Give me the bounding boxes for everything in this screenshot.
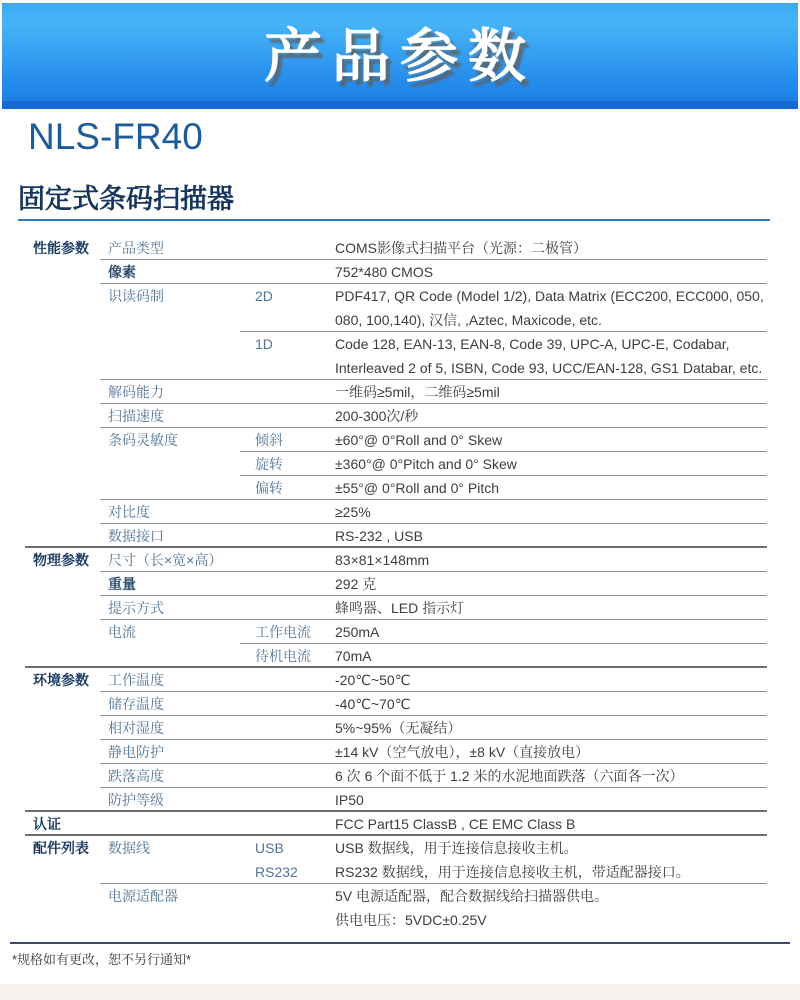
row-value-line: PDF417, QR Code (Model 1/2), Data Matrix (ECC200, ECC000, 050, [335, 288, 764, 304]
row-parameter: 尺寸（长×宽×高） [108, 552, 223, 568]
row-subparameter: 1D [255, 336, 273, 352]
spec-row [25, 428, 767, 452]
row-value-line: IP50 [335, 792, 364, 808]
row-parameter: 扫描速度 [108, 408, 164, 424]
row-parameter: 电流 [108, 624, 136, 640]
spec-row [25, 764, 767, 788]
spec-row [25, 476, 767, 500]
row-parameter: 数据线 [108, 840, 150, 856]
title-banner [2, 3, 798, 109]
row-parameter: 跌落高度 [108, 768, 164, 784]
row-value-line: ±55°@ 0°Roll and 0° Pitch [335, 480, 499, 496]
row-subparameter: 待机电流 [255, 648, 311, 664]
bottom-strip [0, 984, 800, 1000]
row-value-line: USB 数据线，用于连接信息接收主机。 [335, 840, 578, 856]
row-value [335, 284, 767, 332]
row-value-line: Code 128, EAN-13, EAN-8, Code 39, UPC-A, UPC-E, Codabar, [335, 336, 730, 352]
row-value [335, 884, 767, 932]
row-parameter: 像素 [108, 264, 136, 280]
row-value [335, 548, 767, 572]
row-value-line: ±14 kV（空气放电），±8 kV（直接放电） [335, 744, 590, 760]
spec-row [25, 524, 767, 548]
row-parameter: 相对湿度 [108, 720, 164, 736]
row-value [335, 668, 767, 692]
row-value-line: RS-232 , USB [335, 528, 423, 544]
row-value-line: 752*480 CMOS [335, 264, 434, 280]
row-value-line: 080, 100,140), 汉信, ,Aztec, Maxicode, etc. [335, 312, 602, 328]
row-value [335, 620, 767, 644]
spec-row [25, 692, 767, 716]
row-value-line: 83×81×148mm [335, 552, 430, 568]
spec-row [25, 668, 767, 692]
spec-row [25, 716, 767, 740]
row-category: 性能参数 [33, 240, 89, 256]
row-value [335, 404, 767, 428]
row-subparameter: 偏转 [255, 480, 283, 496]
row-value-line: -40℃~70℃ [335, 696, 411, 712]
row-parameter: 提示方式 [108, 600, 164, 616]
row-value-line: ±360°@ 0°Pitch and 0° Skew [335, 456, 517, 472]
row-category: 物理参数 [33, 552, 89, 568]
row-value-line: 292 克 [335, 576, 377, 592]
spec-row [25, 332, 767, 380]
spec-row [25, 380, 767, 404]
row-value-line: COMS影像式扫描平台（光源：二极管） [335, 240, 587, 256]
row-subparameter: 倾斜 [255, 432, 283, 448]
row-value-line: 250mA [335, 624, 380, 640]
row-value-line: 供电电压：5VDC±0.25V [335, 912, 487, 928]
row-parameter: 产品类型 [108, 240, 164, 256]
row-subparameter: RS232 [255, 864, 298, 880]
row-parameter: 解码能力 [108, 384, 164, 400]
row-value [335, 332, 767, 380]
row-value-line: 200-300次/秒 [335, 408, 419, 424]
row-value-line: 5%~95%（无凝结） [335, 720, 462, 736]
row-value-line: ±60°@ 0°Roll and 0° Skew [335, 432, 503, 448]
row-value [335, 644, 767, 668]
row-value [335, 812, 767, 836]
page-title: 产品参数 [263, 24, 536, 89]
spec-row [25, 284, 767, 332]
row-value-line: 6 次 6 个面不低于 1.2 米的水泥地面跌落（六面各一次） [335, 768, 684, 784]
row-value-line: 蜂鸣器、LED 指示灯 [335, 600, 465, 616]
row-parameter: 对比度 [108, 504, 150, 520]
row-value [335, 860, 767, 884]
spec-row [25, 812, 767, 836]
row-value [335, 428, 767, 452]
row-parameter: 防护等级 [108, 792, 164, 808]
row-value-line: RS232 数据线，用于连接信息接收主机，带适配器接口。 [335, 864, 690, 880]
banner-bottom-strip [2, 101, 798, 109]
spec-row [25, 740, 767, 764]
row-parameter: 数据接口 [108, 528, 164, 544]
row-value-line: -20℃~50℃ [335, 672, 411, 688]
row-value [335, 524, 767, 548]
row-value [335, 764, 767, 788]
spec-row [25, 860, 767, 884]
row-value [335, 260, 767, 284]
row-parameter: 识读码制 [108, 288, 164, 304]
spec-row [25, 620, 767, 644]
row-value-line: 5V 电源适配器，配合数据线给扫描器供电。 [335, 888, 609, 904]
spec-row [25, 548, 767, 572]
spec-row [25, 644, 767, 668]
row-value [335, 596, 767, 620]
row-category: 配件列表 [33, 840, 89, 856]
row-parameter: 电源适配器 [108, 888, 178, 904]
row-value [335, 788, 767, 812]
disclaimer-note: *规格如有更改，恕不另行通知* [12, 952, 192, 967]
subtitle-divider [18, 219, 770, 221]
row-parameter: 条码灵敏度 [108, 432, 178, 448]
row-value-line: 一维码≥5mil，二维码≥5mil [335, 384, 500, 400]
row-parameter: 静电防护 [108, 744, 164, 760]
spec-row [25, 236, 767, 260]
spec-row [25, 884, 767, 932]
row-subparameter: USB [255, 840, 284, 856]
product-model: NLS-FR40 [28, 116, 203, 157]
row-value [335, 476, 767, 500]
spec-row [25, 788, 767, 812]
row-value-line: 70mA [335, 648, 372, 664]
row-value-line: ≥25% [335, 504, 371, 520]
spec-table [25, 236, 767, 932]
row-value [335, 380, 767, 404]
row-category: 环境参数 [33, 672, 89, 688]
row-subparameter: 旋转 [255, 456, 283, 472]
row-value [335, 716, 767, 740]
row-value-line: FCC Part15 ClassB , CE EMC Class B [335, 816, 576, 832]
row-parameter: 储存温度 [108, 696, 164, 712]
spec-row [25, 596, 767, 620]
row-value [335, 452, 767, 476]
spec-row [25, 500, 767, 524]
row-parameter: 工作温度 [108, 672, 164, 688]
row-subparameter: 工作电流 [255, 624, 311, 640]
row-value [335, 692, 767, 716]
row-value [335, 236, 767, 260]
spec-row [25, 836, 767, 860]
row-value-line: Interleaved 2 of 5, ISBN, Code 93, UCC/EAN-128, GS1 Databar, etc. [335, 360, 763, 376]
row-parameter: 重量 [108, 576, 136, 592]
footer-divider [10, 942, 790, 944]
spec-row [25, 572, 767, 596]
spec-row [25, 452, 767, 476]
spec-row [25, 404, 767, 428]
row-category: 认证 [33, 816, 61, 832]
row-subparameter: 2D [255, 288, 273, 304]
spec-row [25, 260, 767, 284]
row-value [335, 500, 767, 524]
row-value [335, 740, 767, 764]
row-value [335, 836, 767, 860]
product-subtitle: 固定式条码扫描器 [18, 184, 234, 214]
row-value [335, 572, 767, 596]
